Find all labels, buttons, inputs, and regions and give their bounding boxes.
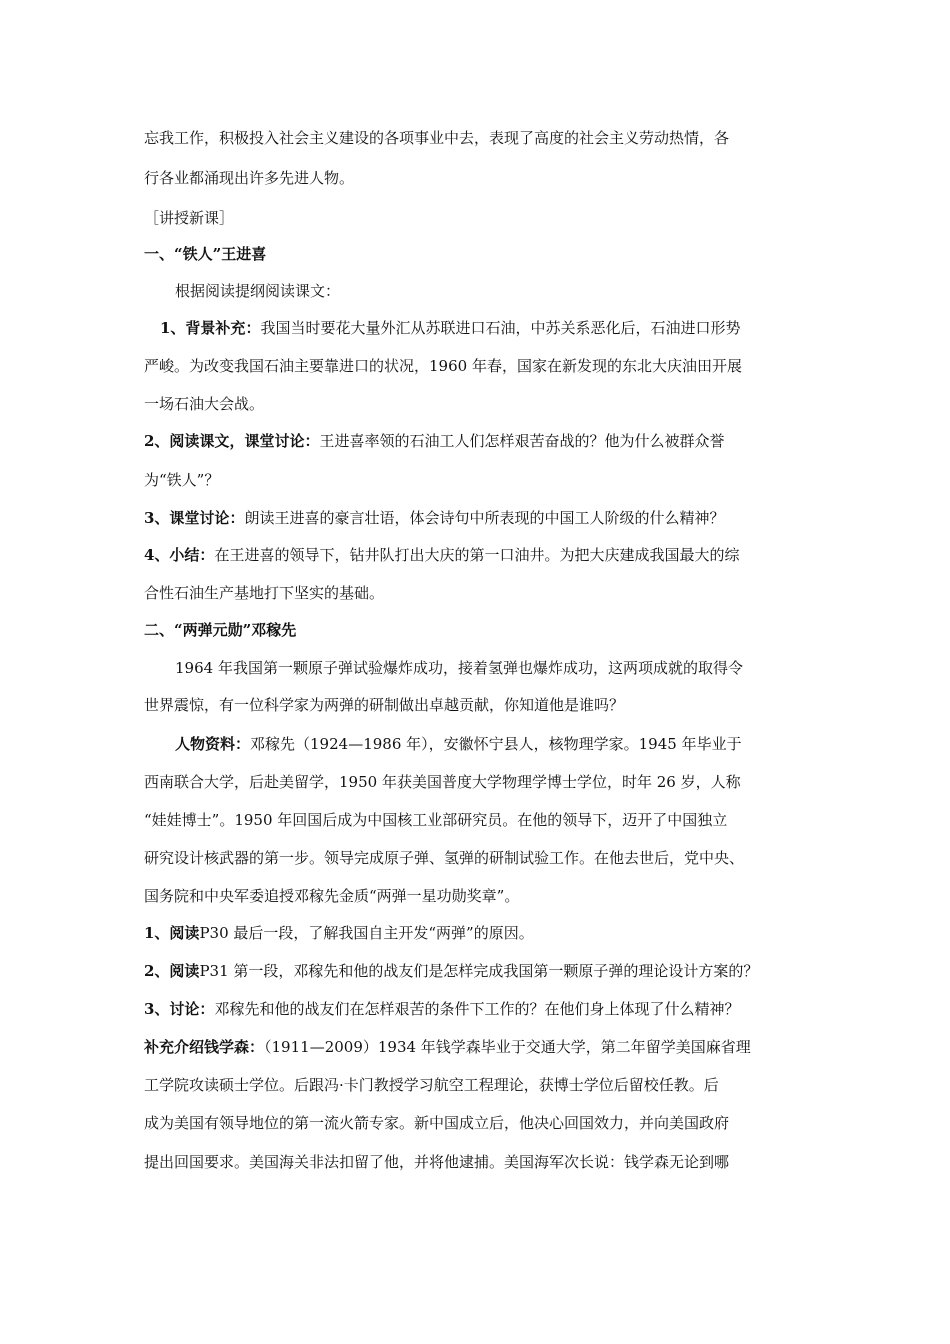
item-label: 1、阅读 (144, 924, 200, 942)
qian-line-3: 成为美国有领导地位的第一流火箭专家。新中国成立后，他决心回国效力，并向美国政府 (144, 1114, 730, 1132)
item-4-line-1: 4、小结：在王进喜的领导下，钻井队打出大庆的第一口油井。为把大庆建成我国最大的综 (144, 546, 740, 564)
qian-line-4: 提出回国要求。美国海关非法扣留了他，并将他逮捕。美国海军次长说：钱学森无论到哪 (144, 1153, 730, 1171)
section-label: ［讲授新课］ (144, 209, 235, 227)
item-label: 2、阅读课文，课堂讨论： (144, 432, 320, 450)
item-label: 3、讨论： (144, 1000, 215, 1018)
heading-2: 二、“两弹元勋”邓稼先 (144, 621, 297, 639)
item-2-line-1: 2、阅读课文，课堂讨论：王进喜率领的石油工人们怎样艰苦奋战的？他为什么被群众誉 (144, 432, 725, 450)
item-1-line-2: 严峻。为改变我国石油主要靠进口的状况，1960 年春，国家在新发现的东北大庆油田开展 (144, 357, 742, 375)
item-1-line-3: 一场石油大会战。 (144, 395, 265, 413)
item-1-line-1: 1、背景补充：我国当时要花大量外汇从苏联进口石油，中苏关系恶化后，石油进口形势 (160, 319, 741, 337)
item-label: 补充介绍钱学森： (144, 1038, 265, 1056)
reading-instruction: 根据阅读提纲阅读课文： (175, 282, 341, 300)
qian-line-1: 补充介绍钱学森：（1911—2009）1934 年钱学森毕业于交通大学，第二年留学美国麻省理 (144, 1038, 751, 1056)
para-1964-line-2: 世界震惊，有一位科学家为两弹的研制做出卓越贡献，你知道他是谁吗？ (144, 696, 625, 714)
heading-1: 一、“铁人”王进喜 (144, 245, 267, 263)
para-intro-line-2: 行各业都涌现出许多先进人物。 (144, 169, 355, 187)
bio-line-5: 国务院和中央军委追授邓稼先金质“两弹一星功勋奖章”。 (144, 887, 520, 905)
item-3-line-1: 3、课堂讨论：朗读王进喜的豪言壮语，体会诗句中所表现的中国工人阶级的什么精神？ (144, 509, 725, 527)
bio-line-1: 人物资料：邓稼先（1924—1986 年），安徽怀宁县人，核物理学家。1945 年毕业于 (175, 735, 742, 753)
bio-line-3: “娃娃博士”。1950 年回国后成为中国核工业部研究员。在他的领导下，迈开了中国独立 (144, 811, 728, 829)
bio-line-2: 西南联合大学，后赴美留学，1950 年获美国普度大学物理学博士学位，时年 26 岁，人称 (144, 773, 741, 791)
para-1964-line-1: 1964 年我国第一颗原子弹试验爆炸成功，接着氢弹也爆炸成功，这两项成就的取得令 (175, 659, 743, 677)
item-2-line-2: 为“铁人”？ (144, 471, 220, 489)
item-label: 1、背景补充： (160, 319, 261, 337)
qian-line-2: 工学院攻读硕士学位。后跟冯·卡门教授学习航空工程理论，获博士学位后留校任教。后 (144, 1076, 719, 1094)
item-label: 2、阅读 (144, 962, 200, 980)
task-1: 1、阅读P30 最后一段，了解我国自主开发“两弹”的原因。 (144, 924, 534, 942)
task-3: 3、讨论：邓稼先和他的战友们在怎样艰苦的条件下工作的？在他们身上体现了什么精神？ (144, 1000, 740, 1018)
item-4-line-2: 合性石油生产基地打下坚实的基础。 (144, 584, 385, 602)
bio-line-4: 研究设计核武器的第一步。领导完成原子弹、氢弹的研制试验工作。在他去世后，党中央、 (144, 849, 745, 867)
task-2: 2、阅读P31 第一段，邓稼先和他的战友们是怎样完成我国第一颗原子弹的理论设计方案的？ (144, 962, 759, 980)
para-intro-line-1: 忘我工作，积极投入社会主义建设的各项事业中去，表现了高度的社会主义劳动热情，各 (144, 129, 730, 147)
item-label: 3、课堂讨论： (144, 509, 245, 527)
item-label: 人物资料： (175, 735, 251, 753)
item-label: 4、小结： (144, 546, 215, 564)
